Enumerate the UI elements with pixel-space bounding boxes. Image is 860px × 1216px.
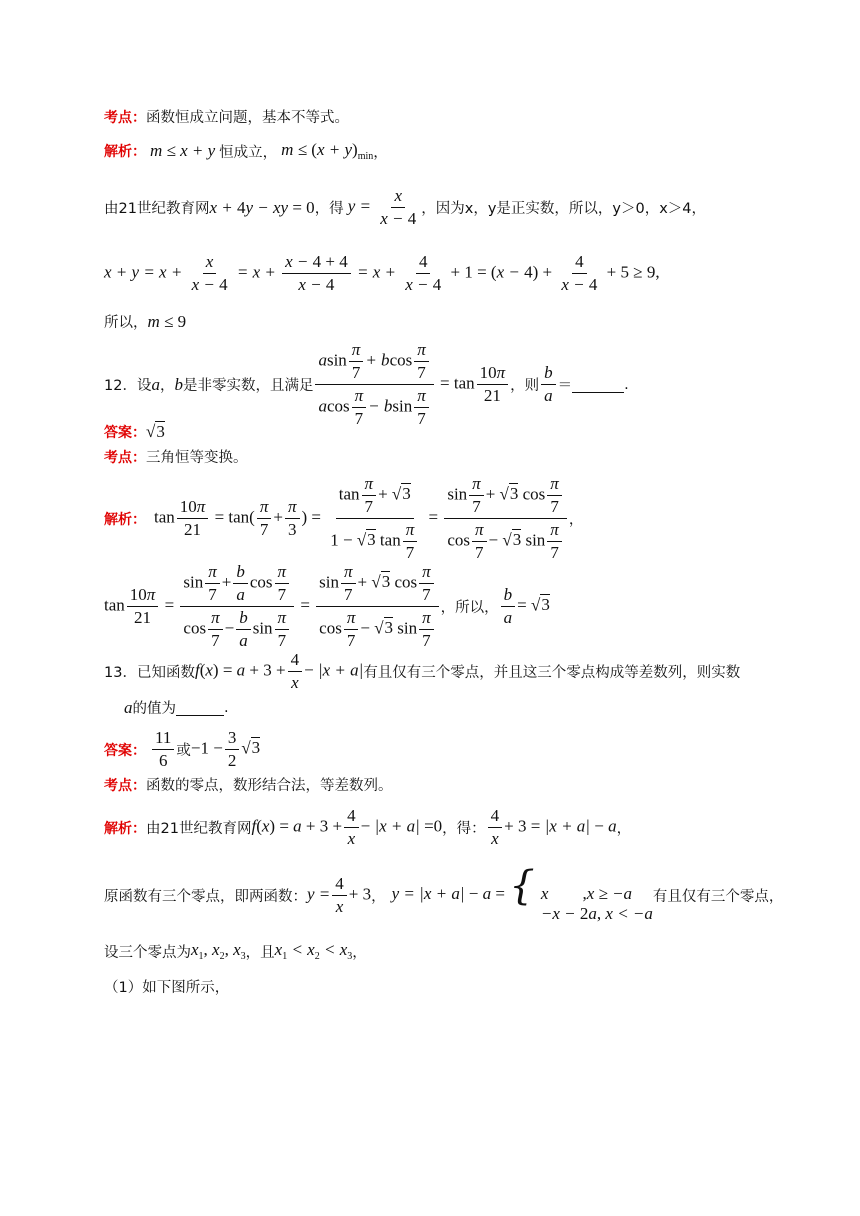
q13-formula-zero: f(x) = a + 3 + $\frac{4}{x}$ − |x + a| =0 [251,806,443,848]
q12-formula-tan-expand: tan $\frac{10\pi}{21}$ = tan( $\frac{\pi}{7}$ + $\frac{\pi}{3}$ ) = tan $\frac{\pi}{7}$ + √3 1 − √3 tan $\frac{\pi}{7}$ = sin $\frac{\pi}{7}$ + √3 cos $\frac{\pi}{7}$ cos $\frac{\pi}{7}$ − √3 sin $\frac{\pi}{7}$ [154,474,569,563]
q12-number: 12． [104,378,137,394]
q13-formula-y2: y = |x + a| − a = { x ,x ≥ −a −x − 2a, x < −a [391,863,653,923]
q13-answer-formula: $\frac{11}{6}$ [150,728,176,771]
q13-kaodian-text: 函数的零点，数形结合法，等差数列。 [146,778,393,794]
kaodian-label: 考点： [104,109,146,126]
q11-formula-equation: x + 4y − xy = 0 [209,197,315,217]
q13-formula-f: f(x) = a + 3 + $\frac{4}{x}$ − |x + a| [194,650,364,692]
q12-stem-line: 12． 设 a ， b 是非零实数，且满足 asin $\frac{\pi}{7}$ + bcos $\frac{\pi}{7}$ acos $\frac{\pi}{7}$ − bsin $\frac{\pi}{7}$ = tan $\frac{10\pi}{21}$ ，则 $\frac{b}{a}$ ＝ . [104,340,629,428]
q13-formula-order: $x_1 < x_2 < x_3$ [274,940,353,962]
q13-roots-line: 设三个零点为 $x_1$, $x_2$, $x_3$ ，且 $x_1 < x_2 < x_3$ ， [104,940,367,962]
q13-daan-line: 答案： $\frac{11}{6}$ 或 −1 − $\frac{3}{2}$ √3 [104,728,261,770]
q11-formula-min: $m \le (x + y)_{min}$ [281,140,374,162]
q11-jiexi-line: 解析： m ≤ x + y 恒成立， $m \le (x + y)_{min}$ ， [104,140,388,162]
q11-formula-m-leq: m ≤ x + y [150,141,216,160]
q13-figure-note: （1）如下图所示， [104,980,230,996]
q11-kaodian-line [104,106,349,127]
daan-label: 答案： [104,425,146,441]
q12-kaodian-line: 考点： 三角恒等变换。 [104,446,248,467]
q12-derivation2-line: tan $\frac{10\pi}{21}$ = sin $\frac{\pi}{7}$ + $\frac{b}{a}$ cos $\frac{\pi}{7}$ cos $\frac{\pi}{7}$ − $\frac{b}{a}$ sin $\frac{\pi}{7}$ = sin $\frac{\pi}{7}$ + √3 cos $\frac{\pi}{7}$ cos $\frac{\pi}{7}$ − √3 sin $\frac{\pi}{7}$ ，所以， $\frac{b}{a}$ = √3 [104,562,550,650]
q11-sum-line [104,252,660,295]
q12-daan-line [104,422,165,442]
q12-jiexi-line: 解析： tan $\frac{10\pi}{21}$ = tan( $\frac{\pi}{7}$ + $\frac{\pi}{3}$ ) = tan $\frac{\pi}{7}$ + √3 1 − √3 tan $\frac{\pi}{7}$ = sin $\frac{\pi}{7}$ + √3 cos $\frac{\pi}{7}$ cos $\frac{\pi}{7}$ − √3 sin $\frac{\pi}{7}$ ， [104,474,584,562]
q11-conclusion-line: 所以， m ≤ 9 [104,311,187,331]
jiexi-label: 解析： [104,144,146,160]
q13-stem-line2: a 的值为 . [124,697,229,717]
q13-answer-blank [176,699,224,716]
q11-formula-y: y = $\frac{x}{x - 4}$ [347,186,417,228]
q12-formula-result: $\frac{b}{a}$ = √3 [499,585,550,628]
q11-derivation-line: 由21世纪教育网 x + 4y − xy = 0 ，得 y = $\frac{x}{x - 4}$ ，因为x，y是正实数，所以，y＞0，x＞4， [104,186,707,228]
q13-figure-note-line [104,976,229,997]
q12-formula-ba: tan $\frac{10\pi}{21}$ = sin $\frac{\pi}{7}$ + $\frac{b}{a}$ cos $\frac{\pi}{7}$ cos $\frac{\pi}{7}$ − $\frac{b}{a}$ sin $\frac{\pi}{7}$ = sin $\frac{\pi}{7}$ + √3 cos $\frac{\pi}{7}$ cos $\frac{\pi}{7}$ − √3 sin $\frac{\pi}{7}$ [104,562,441,651]
q13-jiexi-line: 解析： 由21世纪教育网 f(x) = a + 3 + $\frac{4}{x}$ − |x + a| =0 ，得： $\frac{4}{x}$ + 3 = |x + a| − a ， [104,806,632,848]
q11-formula-sum: x + y = x + $\frac{x}{x - 4}$ = x + $\frac{x - 4 + 4}{x - 4}$ = x + $\frac{4}{x - 4}$ + 1 = (x − 4) + $\frac{4}{x - 4}$ + 5 ≥ 9, [104,252,660,294]
q12-answer-blank [572,376,624,393]
q12-answer-formula: √3 [146,422,165,441]
q13-formula-roots: $x_1$, $x_2$, $x_3$ [191,940,246,962]
q13-stem-line: 13． 已知函数 f(x) = a + 3 + $\frac{4}{x}$ − |x + a| 有且仅有三个零点，并且这三个零点构成等差数列，则实数 [104,650,741,692]
q13-formula-y1: y = $\frac{4}{x}$ + 3 [307,873,372,916]
q12-kaodian-text: 三角恒等变换。 [146,450,248,466]
q13-two-functions-line: 原函数有三个零点，即两函数： y = $\frac{4}{x}$ + 3 ， y = |x + a| − a = { x ,x ≥ −a −x − 2a, x < −a 有且仅有三个零点， [104,863,784,923]
q12-formula-condition: asin $\frac{\pi}{7}$ + bcos $\frac{\pi}{7}$ acos $\frac{\pi}{7}$ − bsin $\frac{\pi}{7}$ = tan $\frac{10\pi}{21}$ [313,340,510,429]
q11-formula-result: m ≤ 9 [147,311,187,331]
q13-number: 13． [104,665,137,681]
q13-formula-rearranged: $\frac{4}{x}$ + 3 = |x + a| − a [486,806,617,849]
q13-kaodian-line: 考点： 函数的零点，数形结合法，等差数列。 [104,774,393,795]
q13-answer-formula2: −1 − $\frac{3}{2}$ √3 [190,728,261,770]
q11-kaodian-text: 函数恒成立问题，基本不等式。 [146,110,349,126]
